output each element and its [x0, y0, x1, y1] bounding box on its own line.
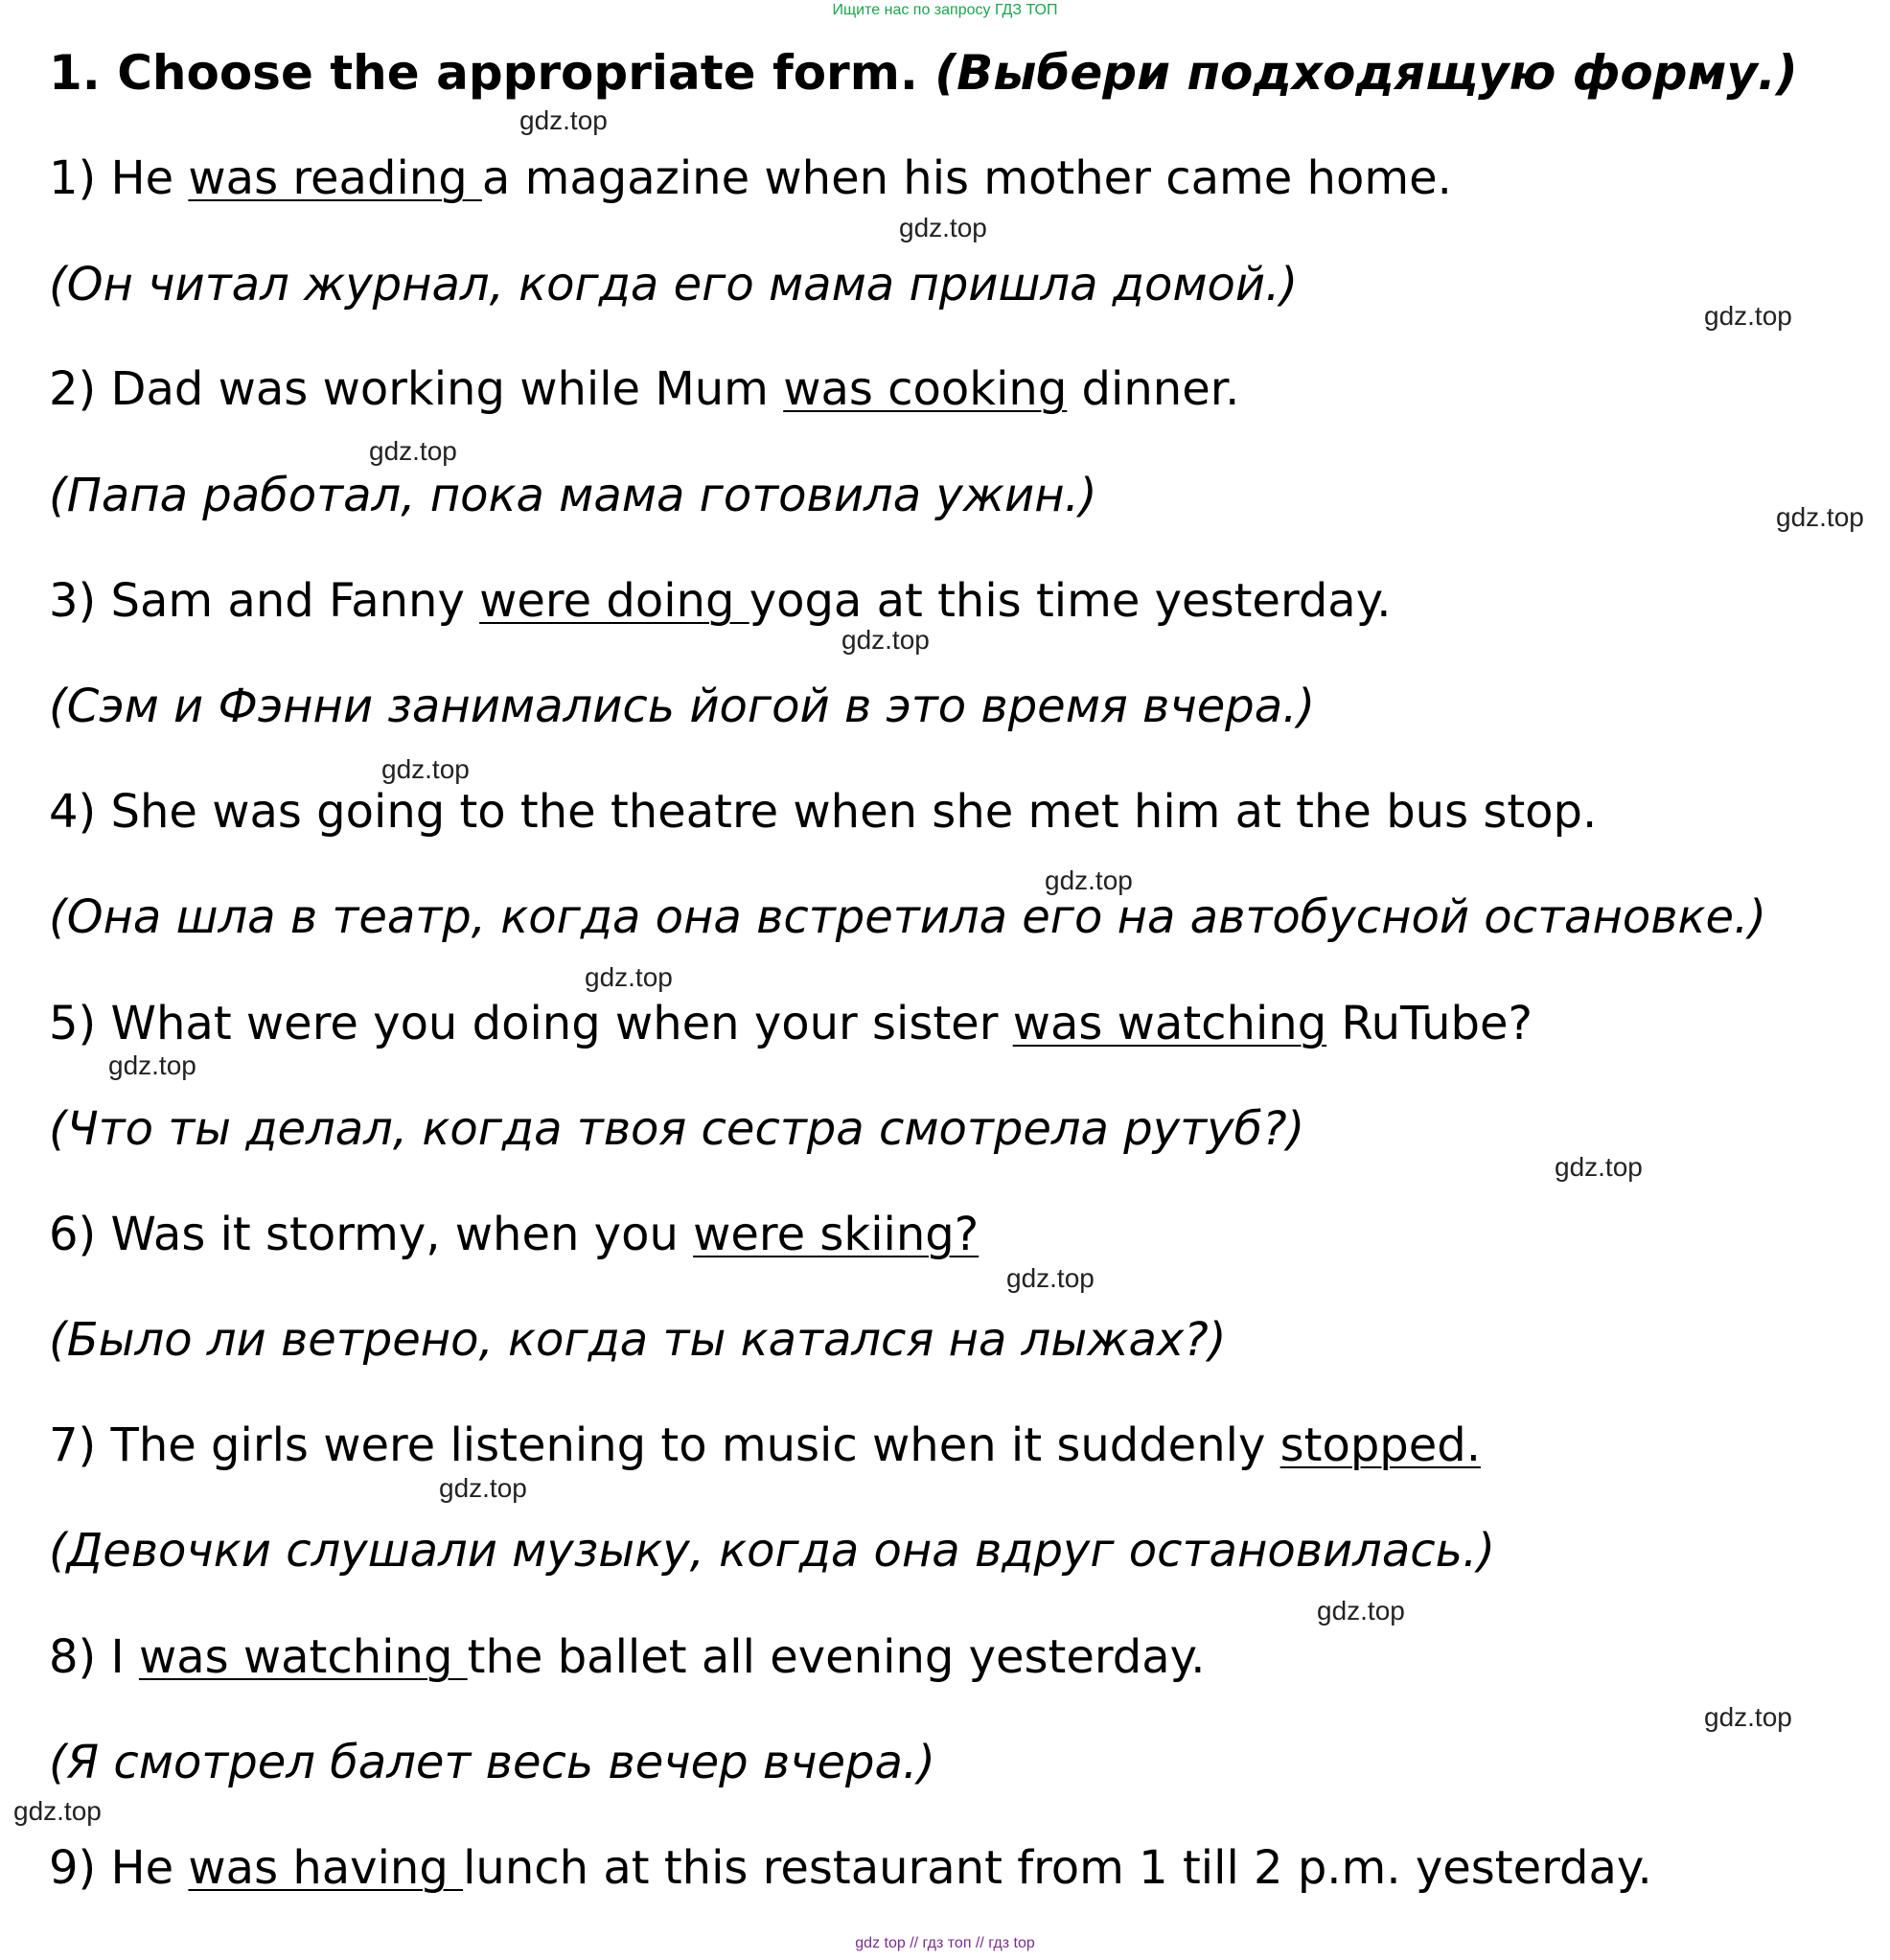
watermark: gdz.top: [1317, 1596, 1405, 1626]
watermark: gdz.top: [585, 962, 673, 992]
sentence-2: [49, 362, 1239, 416]
sentence-text: a magazine when his mother came home.: [481, 151, 1452, 205]
answer-underlined: was watching: [138, 1630, 468, 1684]
sentence-text: dinner.: [1067, 362, 1240, 416]
answer-underlined: was cooking: [783, 362, 1068, 416]
sentence-text: 7) The girls were listening to music when it suddenly: [49, 1418, 1280, 1472]
sentence-text: 4) She was going to the theatre when she met him at the bus stop.: [49, 785, 1598, 839]
answer-underlined: was reading: [188, 151, 482, 205]
watermark: gdz.top: [13, 1796, 102, 1826]
translation-8: (Я смотрел балет весь вечер вчера.): [49, 1736, 935, 1789]
sentence-text: lunch at this restaurant from 1 till 2 p.m. yesterday.: [463, 1841, 1652, 1895]
sentence-8: [49, 1630, 1205, 1684]
watermark: gdz.top: [519, 105, 608, 135]
sentence-6: [49, 1208, 979, 1261]
sentence-text: 2) Dad was working while Mum: [49, 362, 784, 416]
sentence-text: yoga at this time yesterday.: [749, 574, 1392, 628]
answer-underlined: was having: [188, 1841, 464, 1895]
translation-1: (Он читал журнал, когда его мама пришла домой.): [49, 258, 1299, 311]
watermark: gdz.top: [439, 1473, 527, 1503]
watermark: gdz.top: [369, 436, 457, 466]
translation-4: (Она шла в театр, когда она встретила его на автобусной остановке.): [49, 890, 1766, 944]
translation-7: (Девочки слушали музыку, когда она вдруг остановилась.): [49, 1524, 1495, 1578]
sentence-3: [49, 574, 1392, 628]
answer-underlined: were skiing?: [693, 1208, 980, 1261]
watermark: gdz.top: [108, 1050, 196, 1080]
sentence-7: [49, 1418, 1481, 1472]
answer-underlined: were doing: [479, 574, 749, 628]
translation-3: (Сэм и Фэнни занимались йогой в это время вчера.): [49, 680, 1316, 733]
watermark: gdz.top: [1045, 865, 1133, 895]
sentence-text: 5) What were you doing when your sister: [49, 997, 1013, 1050]
sentence-text: 6) Was it stormy, when you: [49, 1208, 694, 1261]
exercise-title: [49, 46, 1798, 100]
title-russian: (Выбери подходящую форму.): [934, 45, 1798, 101]
sentence-1: [49, 151, 1452, 205]
sentence-text: 3) Sam and Fanny: [49, 574, 480, 628]
watermark: gdz.top: [1776, 502, 1864, 532]
answer-underlined: was watching: [1012, 997, 1327, 1050]
translation-5: (Что ты делал, когда твоя сестра смотрела рутуб?): [49, 1102, 1305, 1156]
watermark: gdz.top: [1555, 1152, 1643, 1182]
watermark: gdz.top: [381, 754, 470, 784]
watermark: gdz.top: [1704, 1702, 1792, 1732]
watermark: gdz.top: [899, 213, 987, 242]
translation-6: (Было ли ветрено, когда ты катался на лыжах?): [49, 1313, 1227, 1367]
sentence-text: 9) He: [49, 1841, 189, 1895]
watermark: gdz.top: [841, 625, 930, 655]
title-english: 1. Choose the appropriate form.: [49, 45, 918, 101]
sentence-text: RuTube?: [1326, 997, 1533, 1050]
translation-2: (Папа работал, пока мама готовила ужин.): [49, 469, 1097, 522]
sentence-text: 8) I: [49, 1630, 139, 1684]
watermark: gdz.top: [1704, 301, 1792, 331]
answer-underlined: stopped.: [1279, 1418, 1482, 1472]
sentence-text: the ballet all evening yesterday.: [467, 1630, 1206, 1684]
footer-watermark: gdz top // гдз топ // гдз top: [855, 1935, 1035, 1951]
sentence-text: 1) He: [49, 151, 189, 205]
sentence-5: [49, 997, 1533, 1050]
sentence-9: [49, 1841, 1652, 1895]
top-banner[interactable]: Ищите нас по запросу ГДЗ ТОП: [832, 2, 1058, 18]
watermark: gdz.top: [1006, 1263, 1095, 1293]
sentence-4: [49, 785, 1597, 839]
